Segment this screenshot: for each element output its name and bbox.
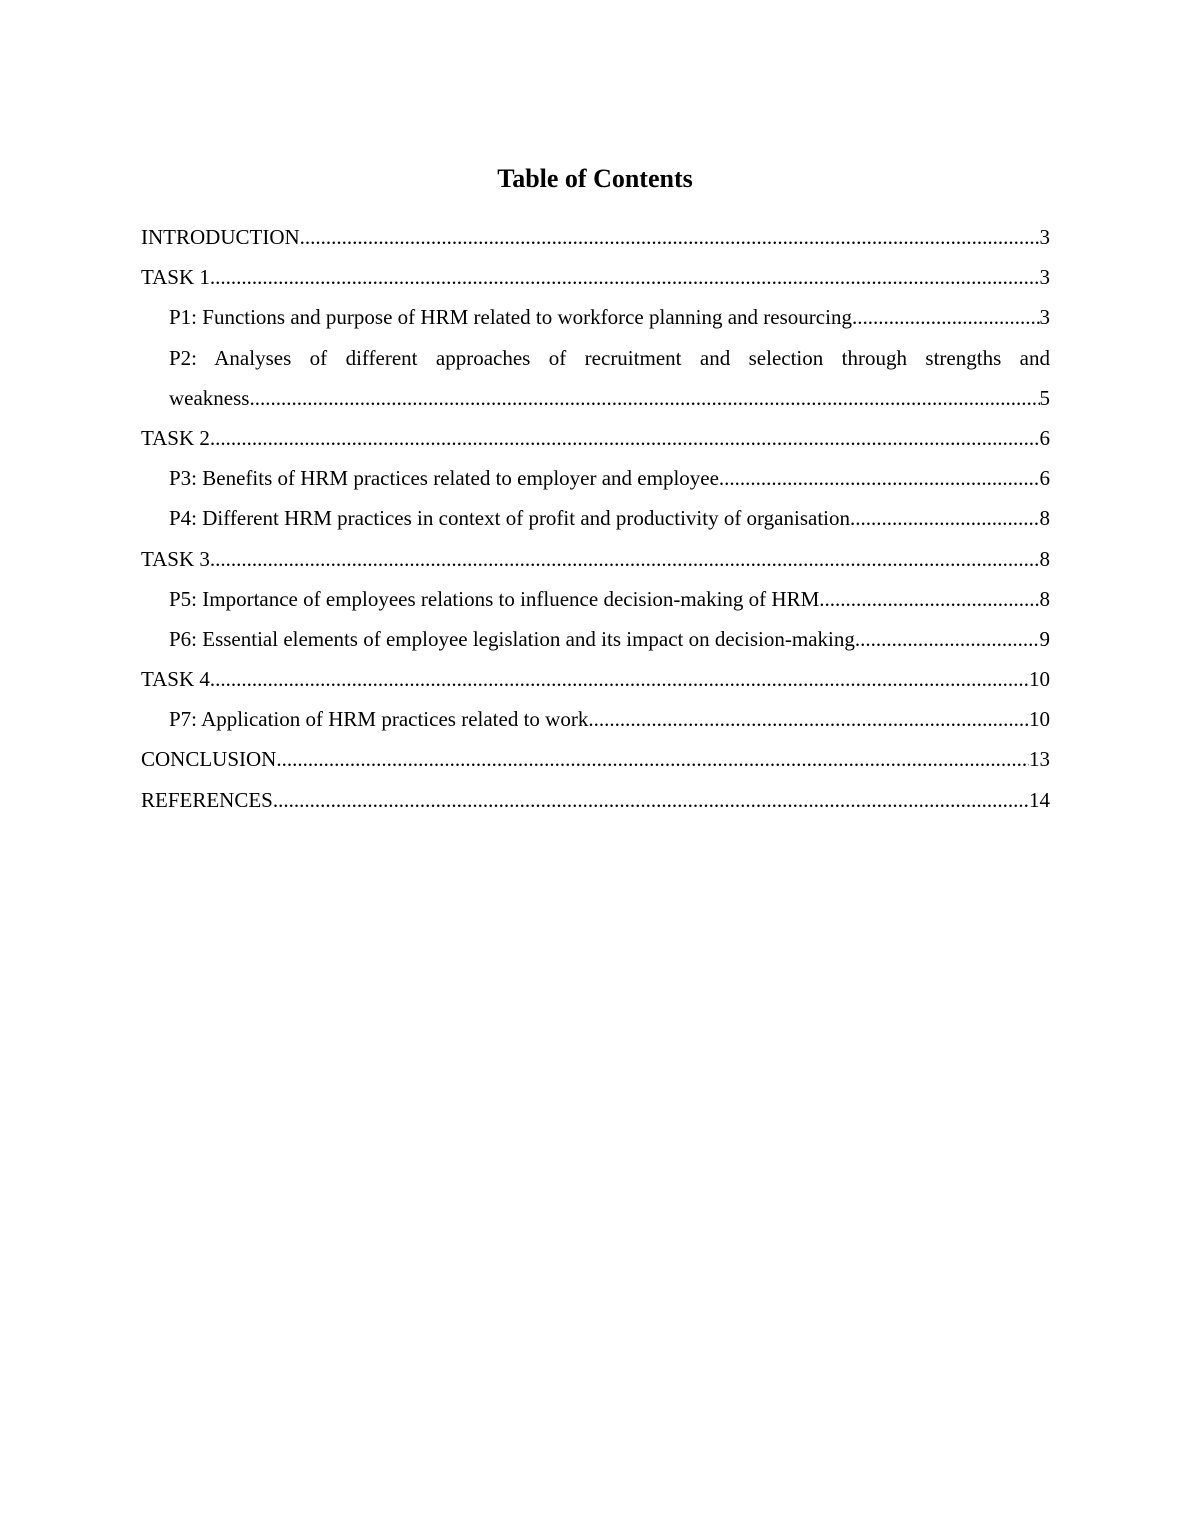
toc-leader-dots	[300, 217, 1040, 257]
toc-leader-dots	[210, 418, 1040, 458]
toc-entry-p5[interactable]	[141, 579, 1050, 619]
table-of-contents	[141, 217, 1050, 820]
toc-entry-task-1[interactable]	[141, 257, 1050, 297]
toc-entry-p7[interactable]	[141, 699, 1050, 739]
toc-entry-p4[interactable]	[141, 498, 1050, 538]
toc-entry-introduction[interactable]	[141, 217, 1050, 257]
toc-entry-label: weakness	[169, 385, 250, 410]
toc-entry-label: P7: Application of HRM practices related to work	[169, 707, 589, 732]
toc-entry-p6[interactable]	[141, 619, 1050, 659]
toc-entry-task-2[interactable]	[141, 418, 1050, 458]
toc-entry-label: P1: Functions and purpose of HRM related to workforce planning and resourcing	[169, 305, 852, 330]
toc-leader-dots	[719, 458, 1040, 498]
toc-leader-dots	[276, 739, 1029, 779]
toc-page-number: 3	[1039, 265, 1050, 290]
toc-entry-label: TASK 2	[141, 425, 210, 450]
toc-page-number: 10	[1029, 707, 1050, 732]
toc-page-number: 6	[1039, 425, 1050, 450]
toc-page-number: 14	[1029, 787, 1050, 812]
toc-leader-dots	[855, 619, 1040, 659]
toc-leader-dots	[819, 579, 1039, 619]
toc-leader-dots	[210, 257, 1040, 297]
toc-entry-label: P5: Importance of employees relations to influence decision-making of HRM	[169, 586, 820, 611]
toc-leader-dots	[588, 699, 1029, 739]
toc-leader-dots	[249, 378, 1039, 418]
toc-entry-references[interactable]	[141, 780, 1050, 820]
toc-entry-p3[interactable]	[141, 458, 1050, 498]
toc-page-number: 13	[1029, 747, 1050, 772]
toc-page-number: 8	[1039, 546, 1050, 571]
toc-leader-dots	[210, 659, 1029, 699]
toc-entry-task-3[interactable]	[141, 539, 1050, 579]
toc-entry-label: CONCLUSION	[141, 747, 277, 772]
toc-page-number: 8	[1039, 506, 1050, 531]
toc-title: Table of Contents	[497, 164, 693, 193]
toc-entry-label: P4: Different HRM practices in context of profit and productivity of organisation	[169, 506, 850, 531]
toc-page-number: 6	[1039, 466, 1050, 491]
toc-entry-label: TASK 4	[141, 667, 210, 692]
toc-entry-label: P3: Benefits of HRM practices related to employer and employee	[169, 466, 719, 491]
toc-leader-dots	[210, 539, 1040, 579]
toc-page-number: 8	[1039, 586, 1050, 611]
toc-entry-task-4[interactable]	[141, 659, 1050, 699]
toc-entry-label: INTRODUCTION	[141, 225, 300, 249]
toc-leader-dots	[852, 297, 1040, 337]
toc-entry-label: REFERENCES	[141, 787, 273, 812]
toc-leader-dots	[850, 498, 1040, 538]
toc-leader-dots	[273, 780, 1029, 820]
toc-page-number: 9	[1039, 626, 1050, 651]
toc-entry-label: P6: Essential elements of employee legislation and its impact on decision-making	[169, 626, 855, 651]
toc-entry-p1[interactable]	[141, 297, 1050, 337]
toc-entry-conclusion[interactable]	[141, 739, 1050, 779]
toc-page-number: 10	[1029, 667, 1050, 692]
toc-entry-label-line-1: P2: Analyses of different approaches of recruitment and selection through strengths and	[169, 345, 1050, 370]
toc-page-number: 3	[1039, 305, 1050, 330]
toc-page-number: 3	[1039, 225, 1050, 249]
toc-entry-p2[interactable]	[141, 338, 1050, 418]
toc-entry-label: TASK 3	[141, 546, 210, 571]
toc-page-number: 5	[1039, 385, 1050, 410]
toc-entry-label: TASK 1	[141, 265, 210, 290]
